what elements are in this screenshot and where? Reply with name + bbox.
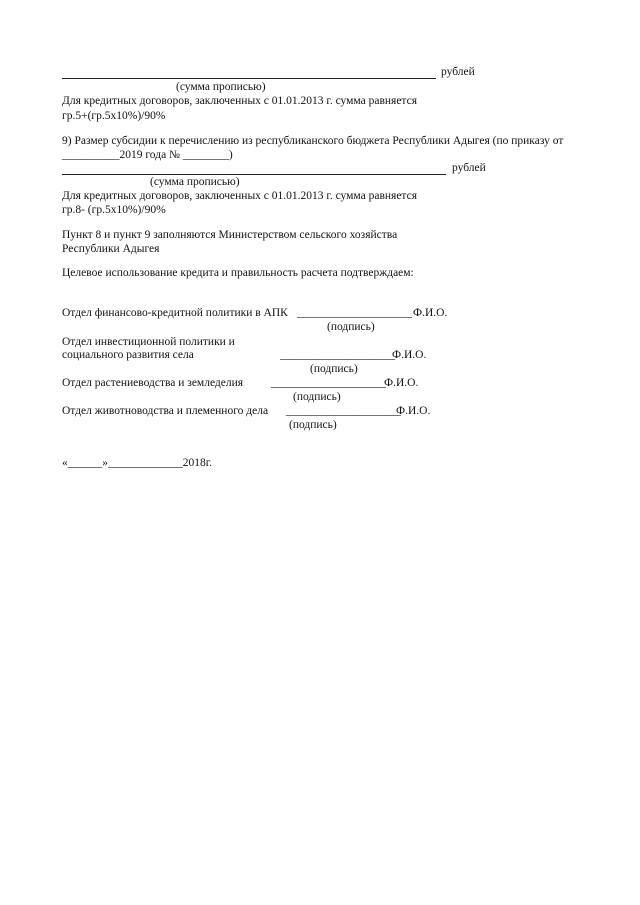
item9-currency-label: рублей (452, 162, 486, 174)
signature-blank: ____________________ (271, 377, 386, 389)
item9-amount-blank-line (62, 174, 446, 175)
sum-in-words-caption: (сумма прописью) (176, 81, 266, 93)
signature-dept-investment-line2: социального развития села (62, 349, 194, 361)
signature-caption: (подпись) (293, 391, 341, 403)
signature-caption: (подпись) (289, 419, 337, 431)
item9-sum-in-words-caption: (сумма прописью) (150, 176, 240, 188)
signature-dept-crop: Отдел растениеводства и земледелия (62, 377, 244, 389)
item9-formula-line: гр.8- (гр.5х10%)/90% (62, 204, 166, 216)
signature-fio: Ф.И.О. (396, 405, 431, 417)
signature-dept-investment: Отдел инвестиционной политики и (62, 336, 235, 348)
amount-words-blank-line (62, 78, 436, 79)
signature-dept-livestock: Отдел животноводства и племенного дела (62, 405, 269, 417)
item9-heading: 9) Размер субсидии к перечислению из республиканского бюджета Республики Адыгея (по приказу от (62, 135, 564, 147)
signature-dept-finance: Отдел финансово-кредитной политики в АПК (62, 307, 288, 319)
formula-line: гр.5+(гр.5х10%)/90% (62, 110, 166, 122)
signature-caption: (подпись) (327, 321, 375, 333)
item9-order-reference: __________2019 года № ________) (62, 149, 233, 161)
signature-blank: ____________________ (280, 349, 395, 361)
signature-blank: ____________________ (297, 307, 412, 319)
currency-label: рублей (441, 66, 475, 78)
ministry-note-line: Пункт 8 и пункт 9 заполняются Министерством сельского хозяйства (62, 229, 398, 241)
signature-fio: Ф.И.О. (392, 349, 427, 361)
signature-fio: Ф.И.О. (413, 307, 448, 319)
note-line: Для кредитных договоров, заключенных с 01.01.2013 г. сумма равняется (62, 95, 417, 107)
confirmation-statement: Целевое использование кредита и правильность расчета подтверждаем: (62, 267, 414, 279)
signature-fio: Ф.И.О. (384, 377, 419, 389)
ministry-note-line: Республики Адыгея (62, 243, 160, 255)
item9-note-line: Для кредитных договоров, заключенных с 01.01.2013 г. сумма равняется (62, 190, 417, 202)
date-line: «______»_____________2018г. (62, 457, 213, 469)
signature-blank: ____________________ (286, 405, 401, 417)
signature-caption: (подпись) (310, 363, 358, 375)
